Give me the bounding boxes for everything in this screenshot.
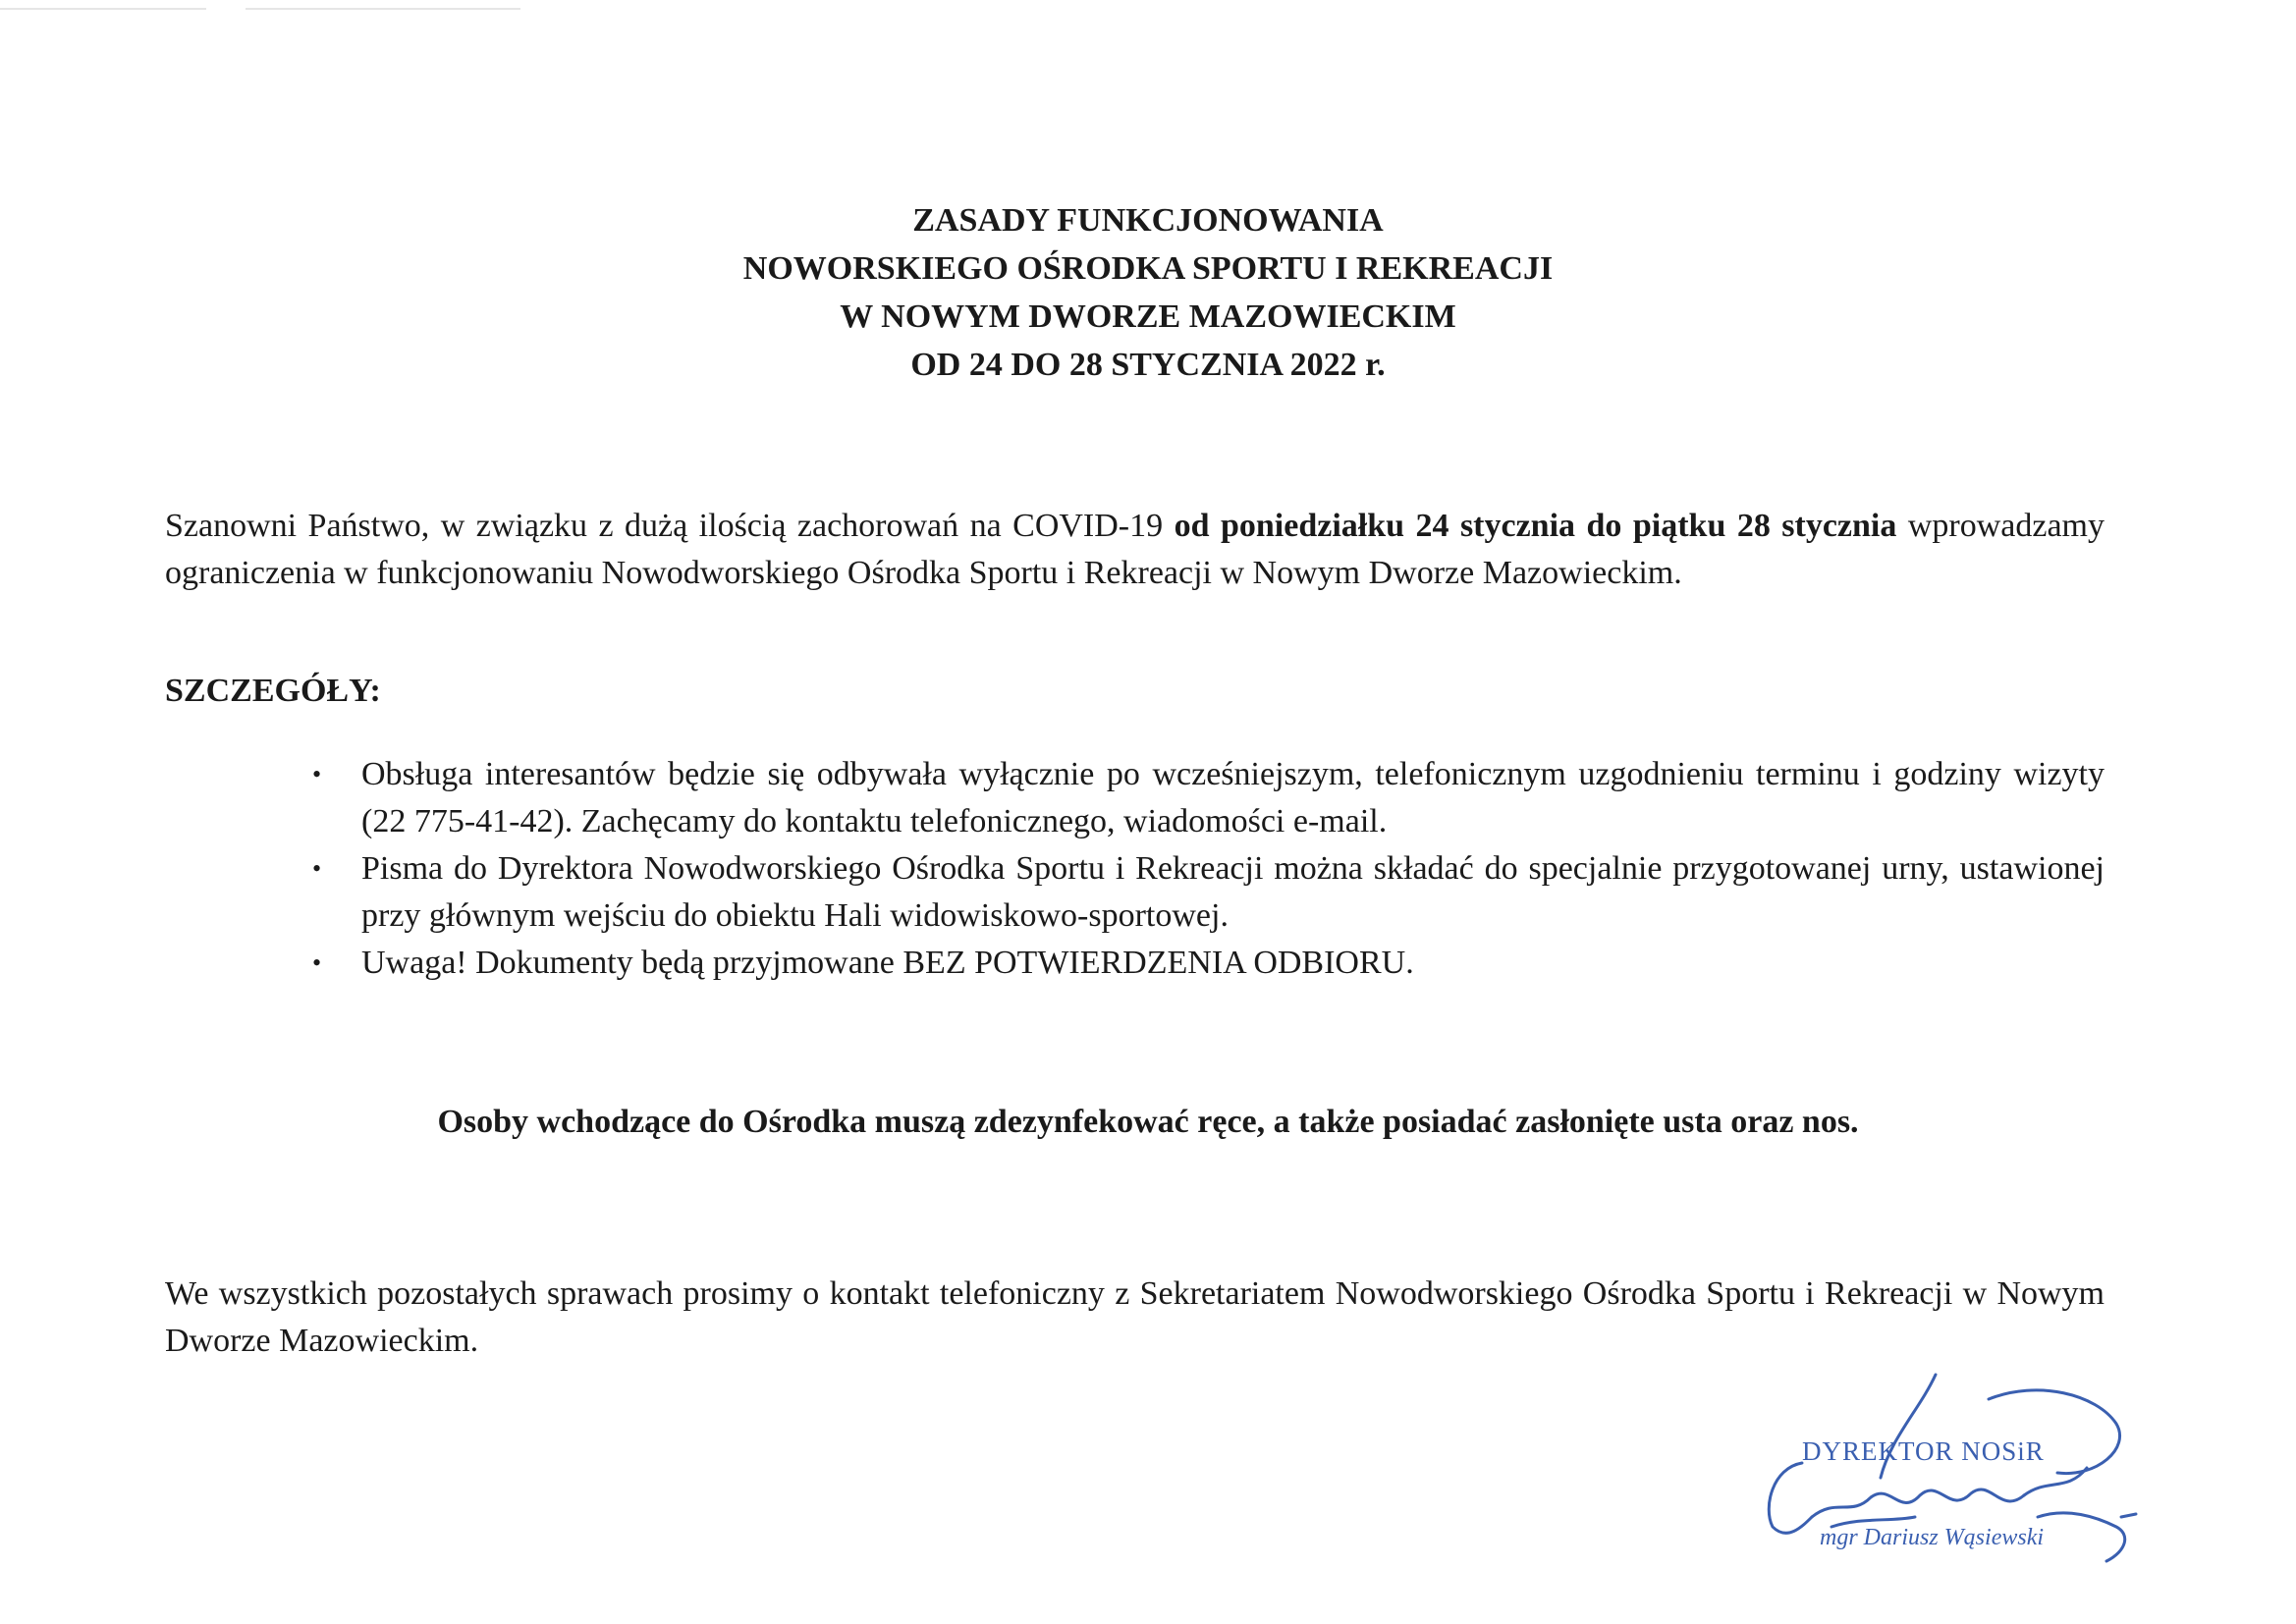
details-item-3: • Uwaga! Dokumenty będą przyjmowane BEZ POTWIERDZENIA ODBIORU. (165, 940, 2105, 987)
scan-artifact-line (246, 8, 520, 10)
title-line-1: ZASADY FUNKCJONOWANIA (912, 202, 1384, 239)
stamp-title: DYREKTOR NOSiR (1802, 1436, 2045, 1466)
document-title (0, 196, 2296, 389)
details-item-2: • Pisma do Dyrektora Nowodworskiego Ośrodka Sportu i Rekreacji można składać do specjalnie przygotowanej urny, ustawionej przy głównym wejściu do obiektu Hali widowiskowo-sportowej. (165, 845, 2105, 940)
intro-text-start: Szanowni Państwo, w związku z dużą ilością zachorowań na COVID-19 (165, 508, 1175, 544)
director-signature-stamp (1743, 1370, 2156, 1586)
intro-text-end: wprowadzamy ograniczenia w funkcjonowaniu Nowodworskiego Ośrodka Sportu i Rekreacji w Nowym Dworze Mazowieckim. (165, 508, 2105, 591)
intro-paragraph (165, 503, 2105, 597)
title-line-4: OD 24 DO 28 STYCZNIA 2022 r. (910, 347, 1386, 383)
stamp-name: mgr Dariusz Wąsiewski (1820, 1525, 2045, 1550)
intro-date-range: od poniedziałku 24 stycznia do piątku 28 stycznia (1174, 508, 1897, 544)
scan-artifact-line (0, 8, 206, 10)
title-line-3: W NOWYM DWORZE MAZOWIECKIM (840, 298, 1456, 335)
details-item-1: • Obsługa interesantów będzie się odbywała wyłącznie po wcześniejszym, telefonicznym uzgodnieniu terminu i godziny wizyty (22 775-41-42). Zachęcamy do kontaktu telefonicznego, wiadomości e-mail. (165, 751, 2105, 845)
details-list (165, 751, 2105, 987)
title-line-2: NOWORSKIEGO OŚRODKA SPORTU I REKREACJI (742, 250, 1554, 287)
closing-paragraph: We wszystkich pozostałych sprawach prosimy o kontakt telefoniczny z Sekretariatem Nowodworskiego Ośrodka Sportu i Rekreacji w Nowym Dworze Mazowieckim. (165, 1275, 2105, 1359)
details-heading: SZCZEGÓŁY: (165, 673, 381, 709)
hygiene-notice: Osoby wchodzące do Ośrodka muszą zdezynfekować ręce, a także posiadać zasłonięte usta oraz nos. (437, 1104, 1859, 1140)
